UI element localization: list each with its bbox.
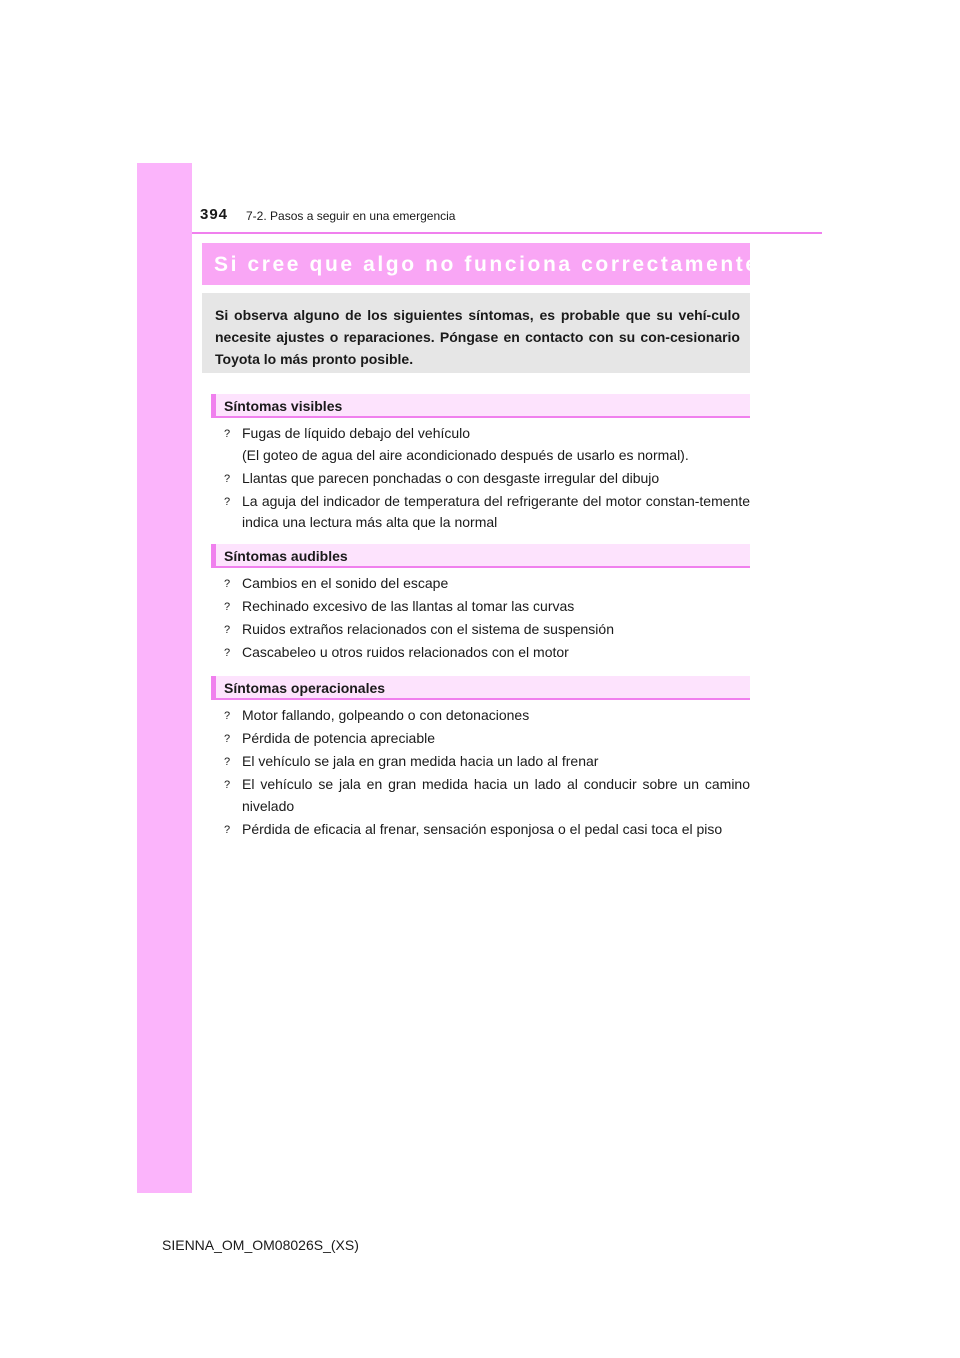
list-item-text: El vehículo se jala en gran medida hacia un lado al conducir sobre un camino nivelado (242, 776, 750, 814)
page-number: 394 (200, 206, 229, 223)
bullet-mark: ? (224, 601, 231, 613)
list-item (224, 573, 750, 595)
section-heading-visibles: Síntomas visibles (211, 394, 750, 418)
list-item (224, 819, 750, 841)
list-item-text: Cambios en el sonido del escape (242, 575, 449, 591)
bullet-mark: ? (224, 779, 231, 791)
list-item (224, 423, 750, 466)
bullet-mark: ? (224, 823, 231, 836)
list-item-text: Pérdida de potencia apreciable (242, 730, 436, 746)
list-item-text: La aguja del indicador de temperatura del refrigerante del motor constan-temente indica una lectura más alta que la normal (242, 492, 750, 530)
page-title: Si cree que algo no funciona correctamente (214, 253, 760, 276)
bullet-mark: ? (224, 495, 231, 508)
bullet-mark: ? (224, 733, 231, 745)
list-item-text: Motor fallando, golpeando o con detonaciones (242, 707, 530, 723)
running-head: 7-2. Pasos a seguir en una emergencia (246, 209, 456, 223)
list-operacionales (224, 705, 750, 842)
bullet-mark: ? (224, 647, 231, 659)
list-item (224, 728, 750, 750)
bullet-mark: ? (224, 756, 231, 768)
list-item-text: Rechinado excesivo de las llantas al tomar las curvas (242, 598, 575, 614)
list-audibles (224, 573, 750, 665)
bullet-mark: ? (224, 578, 231, 590)
list-item-text: Llantas que parecen ponchadas o con desgaste irregular del dibujo (242, 469, 660, 486)
list-item-text: Cascabeleo u otros ruidos relacionados con el motor (242, 644, 569, 660)
title-banner (202, 243, 760, 285)
list-item-text: Pérdida de eficacia al frenar, sensación esponjosa o el pedal casi toca el piso (242, 820, 723, 837)
list-item (224, 619, 750, 641)
side-tab-strip (137, 163, 192, 1193)
footer-doc-code: SIENNA_OM_OM08026S_(XS) (162, 1237, 359, 1253)
header-rule (192, 232, 822, 234)
list-item (224, 491, 750, 534)
list-item-text: El vehículo se jala en gran medida hacia un lado al frenar (242, 753, 599, 769)
bullet-mark: ? (224, 710, 231, 722)
list-item (224, 774, 750, 817)
section-heading-audibles: Síntomas audibles (211, 544, 750, 568)
list-item-text: Fugas de líquido debajo del vehículo (El goteo de agua del aire acondicionado después de usarlo es normal). (242, 425, 689, 463)
intro-box: Si observa alguno de los siguientes síntomas, es probable que su vehí-culo necesite ajustes o reparaciones. Póngase en contacto con su con-cesionario Toyota lo más pronto posible. (202, 293, 750, 373)
list-item (224, 468, 750, 490)
list-visibles (224, 423, 750, 535)
list-item (224, 642, 750, 664)
list-item (224, 596, 750, 618)
section-heading-operacionales: Síntomas operacionales (211, 676, 750, 700)
bullet-mark: ? (224, 624, 231, 636)
list-item-text: Ruidos extraños relacionados con el sistema de suspensión (242, 621, 614, 637)
list-item (224, 705, 750, 727)
bullet-mark: ? (224, 428, 231, 440)
bullet-mark: ? (224, 472, 231, 485)
list-item (224, 751, 750, 773)
